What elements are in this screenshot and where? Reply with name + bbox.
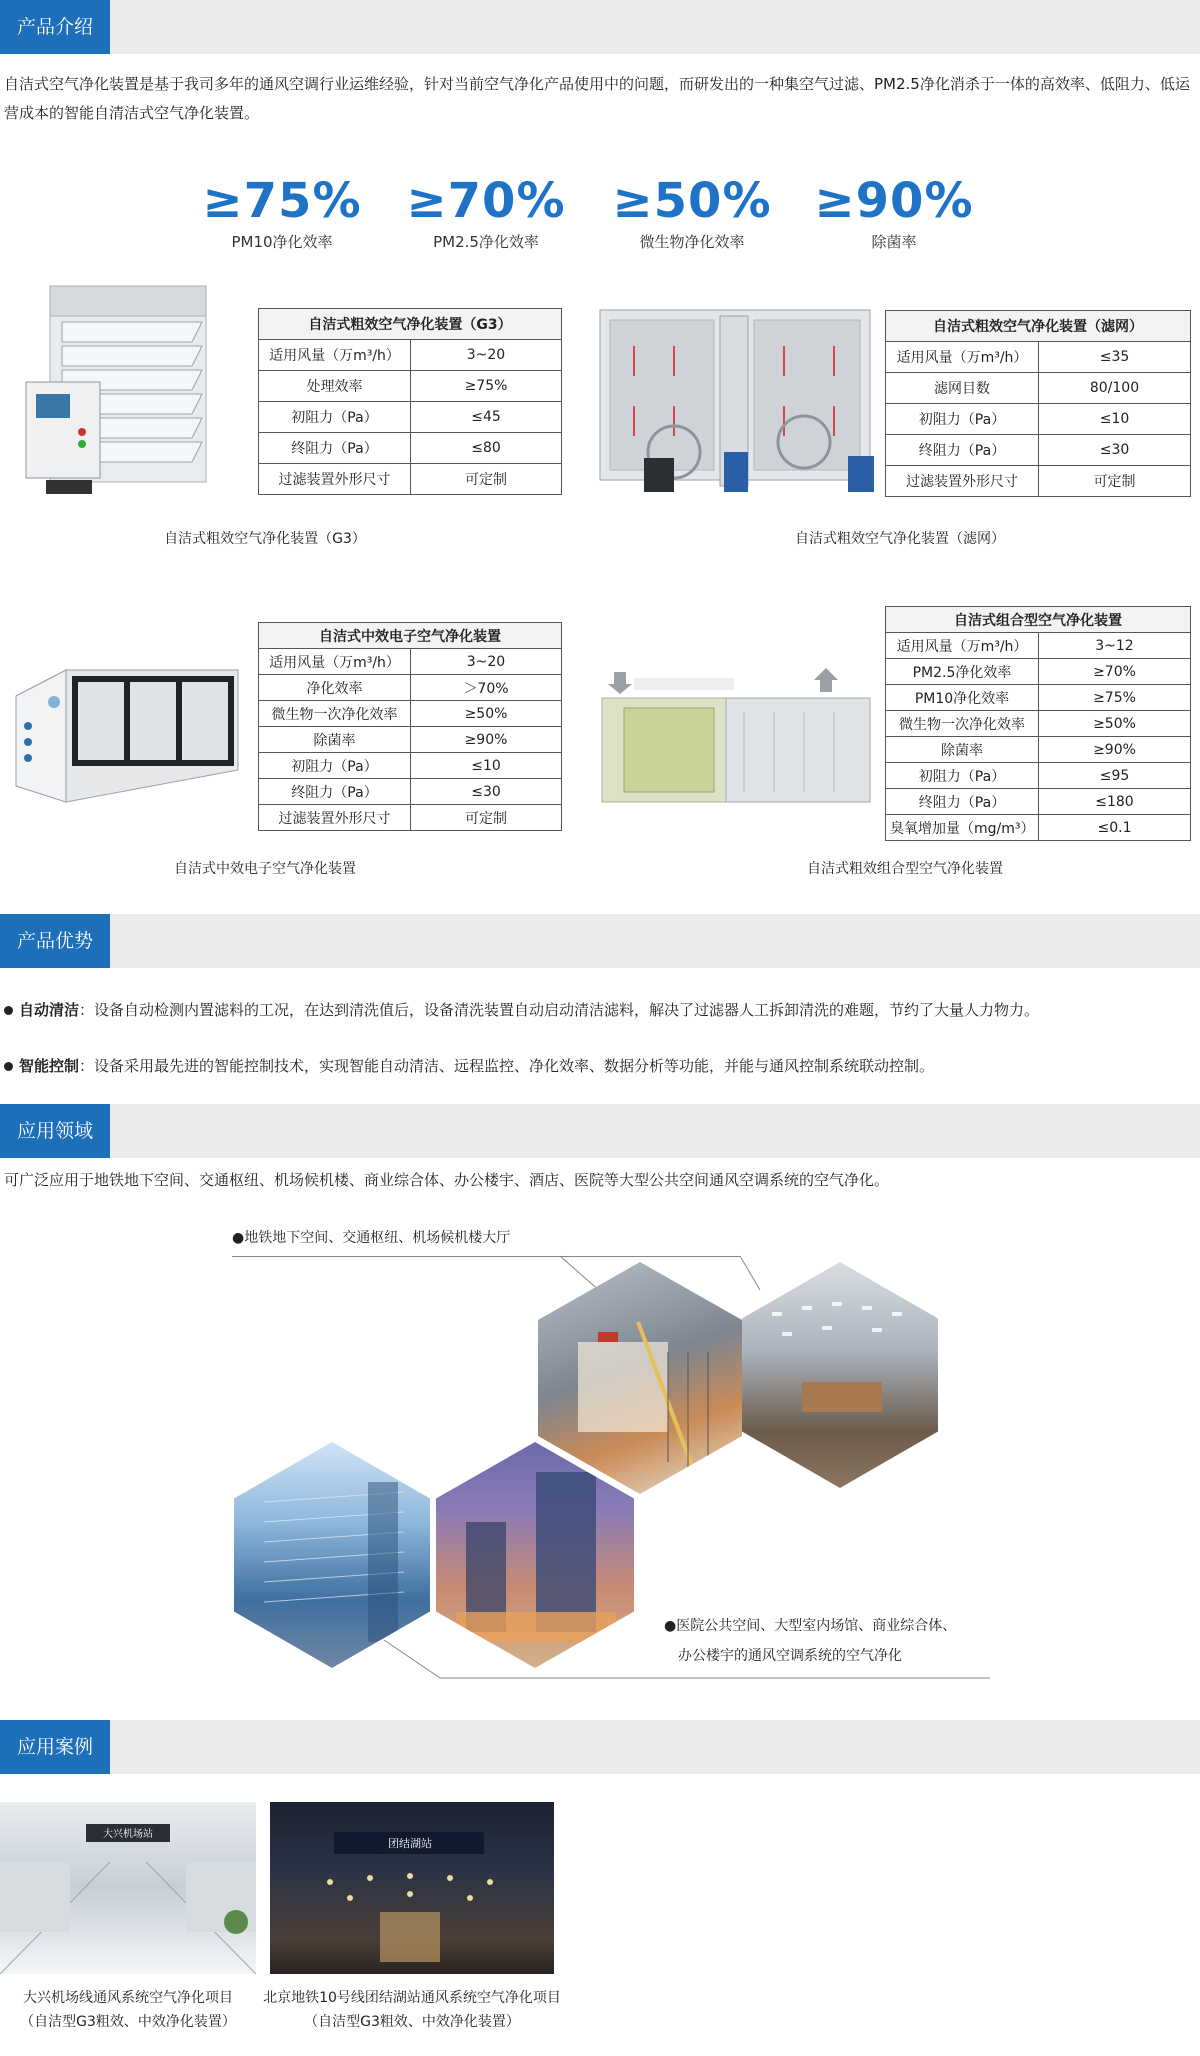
advantage-title: 智能控制 [19, 1057, 80, 1075]
spec-value: ≥90% [1039, 737, 1191, 763]
stat-label: 微生物净化效率 [639, 233, 745, 251]
spec-key: 净化效率 [259, 675, 411, 701]
spec-value: ≥50% [1039, 711, 1191, 737]
spec-value: ≤45 [411, 402, 562, 433]
section-title-cases: 应用案例 [0, 1720, 110, 1774]
spec-key: 处理效率 [259, 371, 411, 402]
spec-key: 过滤装置外形尺寸 [259, 464, 411, 495]
spec-value: 3~20 [411, 649, 562, 675]
spec-key: 除菌率 [259, 727, 411, 753]
stat-label: PM10净化效率 [231, 233, 333, 251]
spec-key: 适用风量（万m³/h） [886, 342, 1039, 373]
case-sign-daxing: 大兴机场站 [103, 1829, 153, 1840]
spec-value: ≤80 [411, 433, 562, 464]
spec-value: ≤10 [411, 753, 562, 779]
spec-key: 终阻力（Pa） [886, 789, 1039, 815]
case-caption-line2: （自洁型G3粗效、中效净化装置） [304, 2014, 520, 2030]
spec-table-title: 自洁式中效电子空气净化装置 [259, 623, 562, 649]
spec-value: ＞70% [411, 675, 562, 701]
spec-key: 适用风量（万m³/h） [886, 633, 1039, 659]
spec-key: 微生物一次净化效率 [259, 701, 411, 727]
advantage-text: ：设备采用最先进的智能控制技术，实现智能自动清洁、远程监控、净化效率、数据分析等功能，并能与通风控制系统联动控制。 [79, 1057, 935, 1075]
spec-value: ≤35 [1039, 342, 1191, 373]
spec-value: 可定制 [1039, 466, 1191, 497]
intro-paragraph: 自洁式空气净化装置是基于我司多年的通风空调行业运维经验，针对当前空气净化产品使用中的问题，而研发出的一种集空气过滤、PM2.5净化消杀于一体的高效率、低阻力、低运营成本的智能自清洁式空气净化装置。 [4, 75, 1190, 122]
spec-key: 终阻力（Pa） [886, 435, 1039, 466]
spec-table-title: 自洁式粗效空气净化装置（G3） [259, 309, 562, 340]
case-caption-line1: 大兴机场线通风系统空气净化项目 [23, 1990, 233, 2006]
spec-value: 可定制 [411, 805, 562, 831]
spec-value: ≥90% [411, 727, 562, 753]
advantage-title: 自动清洁 [19, 1001, 80, 1019]
caption-g3: 自洁式粗效空气净化装置（G3） [164, 531, 366, 547]
spec-value: 可定制 [411, 464, 562, 495]
section-title-advantages: 产品优势 [0, 914, 110, 968]
spec-key: 过滤装置外形尺寸 [886, 466, 1039, 497]
spec-value: ≥70% [1039, 659, 1191, 685]
spec-value: 3~12 [1039, 633, 1191, 659]
spec-value: ≤30 [411, 779, 562, 805]
case-image-tuanjiehu [270, 1802, 554, 1974]
spec-key: 滤网目数 [886, 373, 1039, 404]
spec-value: ≥75% [1039, 685, 1191, 711]
stat-value: ≥50% [612, 173, 772, 229]
stat-value: ≥90% [814, 173, 974, 229]
spec-key: 终阻力（Pa） [259, 779, 411, 805]
spec-value: ≤95 [1039, 763, 1191, 789]
stat-value: ≥70% [406, 173, 566, 229]
caption-mesh: 自洁式粗效空气净化装置（滤网） [795, 531, 1005, 547]
app-note-top: ●地铁地下空间、交通枢纽、机场候机楼大厅 [232, 1230, 511, 1246]
spec-key: 初阻力（Pa） [886, 404, 1039, 435]
spec-value: ≤0.1 [1039, 815, 1191, 841]
spec-value: 3~20 [411, 340, 562, 371]
caption-electronic: 自洁式中效电子空气净化装置 [174, 861, 356, 877]
spec-value: 80/100 [1039, 373, 1191, 404]
spec-key: 适用风量（万m³/h） [259, 340, 411, 371]
spec-table-title: 自洁式组合型空气净化装置 [886, 607, 1191, 633]
case-caption-line1: 北京地铁10号线团结湖站通风系统空气净化项目 [263, 1990, 561, 2006]
spec-key: 适用风量（万m³/h） [259, 649, 411, 675]
stat-value: ≥75% [202, 173, 362, 229]
section-bar-cases [0, 1720, 1200, 1774]
section-title-intro: 产品介绍 [0, 0, 110, 54]
stat-label: 除菌率 [871, 233, 917, 251]
caption-combined: 自洁式粗效组合型空气净化装置 [807, 861, 1003, 877]
spec-key: 初阻力（Pa） [886, 763, 1039, 789]
app-note-bottom-1: ●医院公共空间、大型室内场馆、商业综合体、 [664, 1618, 957, 1634]
spec-key: PM10净化效率 [886, 685, 1039, 711]
spec-key: 臭氧增加量（mg/m³） [886, 815, 1039, 841]
spec-key: 终阻力（Pa） [259, 433, 411, 464]
spec-key: 初阻力（Pa） [259, 753, 411, 779]
spec-value: ≤180 [1039, 789, 1191, 815]
spec-value: ≤10 [1039, 404, 1191, 435]
spec-key: 微生物一次净化效率 [886, 711, 1039, 737]
spec-key: 初阻力（Pa） [259, 402, 411, 433]
case-caption-tuanjiehu [256, 1986, 568, 2034]
app-note-bottom-2: 办公楼宇的通风空调系统的空气净化 [678, 1648, 902, 1664]
spec-key: PM2.5净化效率 [886, 659, 1039, 685]
case-caption-line2: （自洁型G3粗效、中效净化装置） [20, 2014, 236, 2030]
spec-key: 过滤装置外形尺寸 [259, 805, 411, 831]
section-title-applications: 应用领域 [0, 1104, 110, 1158]
case-sign-tuanjiehu: 团结湖站 [388, 1837, 432, 1850]
case-caption-daxing [0, 1986, 256, 2034]
spec-key: 除菌率 [886, 737, 1039, 763]
applications-paragraph: 可广泛应用于地铁地下空间、交通枢纽、机场候机楼、商业综合体、办公楼宇、酒店、医院等大型公共空间通风空调系统的空气净化。 [4, 1171, 890, 1189]
advantage-text: ：设备自动检测内置滤料的工况，在达到清洗值后，设备清洗装置自动启动清洁滤料，解决了过滤器人工拆卸清洗的难题，节约了大量人力物力。 [79, 1001, 1040, 1019]
spec-value: ≥50% [411, 701, 562, 727]
spec-value: ≤30 [1039, 435, 1191, 466]
stat-label: PM2.5净化效率 [433, 233, 539, 251]
spec-value: ≥75% [411, 371, 562, 402]
case-image-daxing [0, 1802, 256, 1974]
spec-table-title: 自洁式粗效空气净化装置（滤网） [886, 311, 1191, 342]
